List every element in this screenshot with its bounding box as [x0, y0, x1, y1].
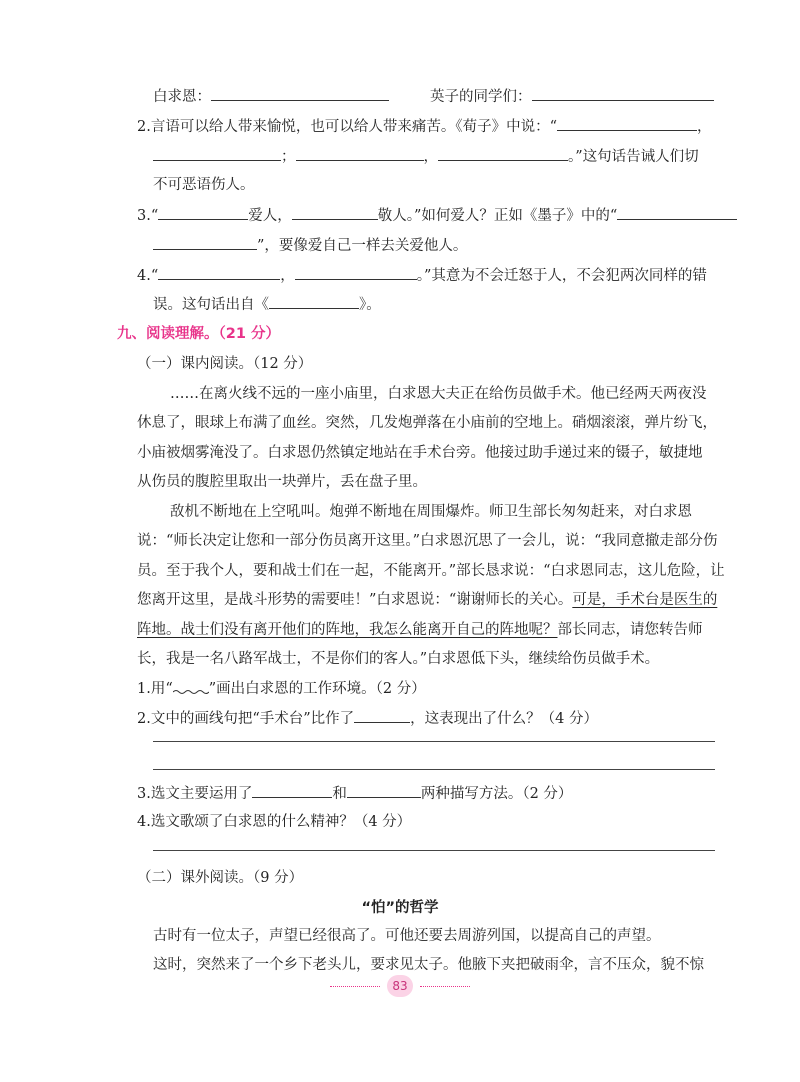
reading1-p2-line4-text: 您离开这里，是战斗形势的需要哇！”白求恩说：“谢谢师长的关心。	[137, 592, 573, 608]
blank-mozi-4[interactable]	[153, 235, 257, 250]
blank-bethune[interactable]	[211, 86, 389, 101]
q8-item2-line3: 不可恶语伤人。	[153, 177, 255, 193]
q2-text-b: ，这表现出了什么？（4 分）	[410, 711, 599, 727]
answer-line-q4[interactable]	[153, 850, 715, 851]
reading1-p2-line3: 员。至于我个人，要和战士们在一起，不能离开。”部长恳求说：“白求恩同志，这儿危险，让	[137, 563, 725, 579]
blank-mozi-1[interactable]	[158, 205, 248, 220]
reading1-p2-line5-text: 部长同志，请您转告师	[557, 622, 703, 638]
answer-line-q2-1[interactable]	[153, 741, 715, 742]
reading1-q1	[137, 679, 426, 699]
q8-item2-sep1: ；	[281, 149, 296, 165]
page-number: 83	[387, 975, 413, 997]
label-classmates: 英子的同学们：	[430, 89, 532, 105]
answer-line-q2-2[interactable]	[153, 769, 715, 770]
reading1-p2-line6: 长，我是一名八路军战士，不是你们的客人。”白求恩低下头，继续给伤员做手术。	[137, 651, 660, 667]
blank-classmates[interactable]	[532, 86, 714, 101]
reading1-p1-line4: 从伤员的腹腔里取出一块弹片，丢在盘子里。	[137, 474, 427, 490]
q8-item3-mid: 爱人，	[248, 208, 292, 224]
q3-text-b: 和	[332, 786, 347, 802]
q8-answer-line-b	[430, 86, 714, 107]
q8-item4-end: 。”其意为不会迁怒于人，不会犯两次同样的错	[416, 268, 707, 284]
q8-item2-comma: ，	[697, 119, 712, 135]
section-heading-reading: 九、阅读理解。（21 分）	[117, 326, 280, 342]
q3-text-c: 两种描写方法。（2 分）	[420, 786, 573, 802]
blank-method-2[interactable]	[347, 783, 421, 798]
q8-item2-text: 2.言语可以给人带来愉悦，也可以给人带来痛苦。《荀子》中说：“	[137, 119, 557, 135]
reading1-p2-line2: 说：“师长决定让您和一部分伤员离开这里。”白求恩沉思了一会儿，说：“我同意撤走部分伤	[137, 533, 718, 549]
reading2-title: “怕”的哲学	[361, 900, 439, 916]
q8-item2-line2	[153, 146, 699, 167]
blank-xunzi-4[interactable]	[438, 146, 568, 161]
q8-item4-start: 4.“	[137, 268, 159, 284]
blank-metaphor[interactable]	[354, 708, 410, 723]
reading1-p2-line4	[137, 590, 717, 610]
blank-xunzi-3[interactable]	[296, 146, 424, 161]
reading1-p2-line5	[137, 620, 703, 640]
reading1-p1-line1: ……在离火线不远的一座小庙里，白求恩大夫正在给伤员做手术。他已经两天两夜没	[170, 386, 707, 402]
footer-divider-right	[420, 986, 470, 987]
q8-item2-line1	[137, 116, 712, 137]
underlined-sentence-part1: 可是，手术台是医生的	[572, 592, 718, 608]
blank-analects-2[interactable]	[295, 265, 417, 280]
blank-xunzi-1[interactable]	[557, 116, 697, 131]
underlined-sentence-part2: 阵地。战士们没有离开他们的阵地，我怎么能离开自己的阵地呢？	[137, 622, 558, 638]
reading2-heading: （二）课外阅读。（9 分）	[137, 870, 304, 886]
q8-item3-line2	[153, 235, 467, 256]
q8-item3-text: 敬人。”如何爱人？正如《墨子》中的“	[377, 208, 618, 224]
q3-text-a: 3.选文主要运用了	[137, 786, 253, 802]
wavy-line-icon	[173, 679, 209, 693]
q8-item4-line1	[137, 265, 707, 286]
reading1-q4: 4.选文歌颂了白求恩的什么精神？（4 分）	[137, 814, 412, 830]
q1-text-a: 1.用“	[137, 681, 173, 697]
blank-mozi-2[interactable]	[292, 205, 378, 220]
page-footer	[330, 975, 470, 999]
reading2-line2: 这时，突然来了一个乡下老头儿，要求见太子。他腋下夹把破雨伞，言不压众，貌不惊	[153, 957, 704, 973]
q8-item3-end: ”，要像爱自己一样去关爱他人。	[257, 238, 468, 254]
blank-analects-source[interactable]	[269, 294, 359, 309]
footer-divider-left	[330, 986, 380, 987]
q8-item3-start: 3.“	[137, 208, 159, 224]
q8-item2-sep2: ，	[423, 149, 438, 165]
label-bethune: 白求恩：	[153, 89, 211, 105]
q1-text-b: ”画出白求恩的工作环境。（2 分）	[208, 681, 426, 697]
blank-method-1[interactable]	[252, 783, 332, 798]
blank-analects-1[interactable]	[158, 265, 280, 280]
reading2-line1: 古时有一位太子，声望已经很高了。可他还要去周游列国，以提高自己的声望。	[153, 928, 661, 944]
reading1-q2	[137, 708, 598, 729]
q8-item4-line2	[153, 294, 381, 315]
q2-text-a: 2.文中的画线句把“手术台”比作了	[137, 711, 355, 727]
q8-answer-line	[153, 86, 389, 107]
reading1-q3	[137, 783, 572, 804]
reading1-p1-line3: 小庙被烟雾淹没了。白求恩仍然镇定地站在手术台旁。他接过助手递过来的镊子，敏捷地	[137, 445, 703, 461]
q8-item4-source-start: 误。这句话出自《	[153, 297, 269, 313]
q8-item4-source-end: 》。	[359, 297, 381, 313]
q8-item3-line1	[137, 205, 737, 226]
reading1-p2-line1: 敌机不断地在上空吼叫。炮弹不断地在周围爆炸。师卫生部长匆匆赶来，对白求恩	[170, 504, 692, 520]
q8-item4-sep: ，	[280, 268, 295, 284]
reading1-p1-line2: 休息了，眼球上布满了血丝。突然，几发炮弹落在小庙前的空地上。硝烟滚滚，弹片纷飞，	[137, 415, 717, 431]
q8-item2-end: 。”这句话告诫人们切	[568, 149, 699, 165]
blank-mozi-3[interactable]	[617, 205, 737, 220]
reading1-heading: （一）课内阅读。（12 分）	[137, 356, 313, 372]
blank-xunzi-2[interactable]	[153, 146, 281, 161]
